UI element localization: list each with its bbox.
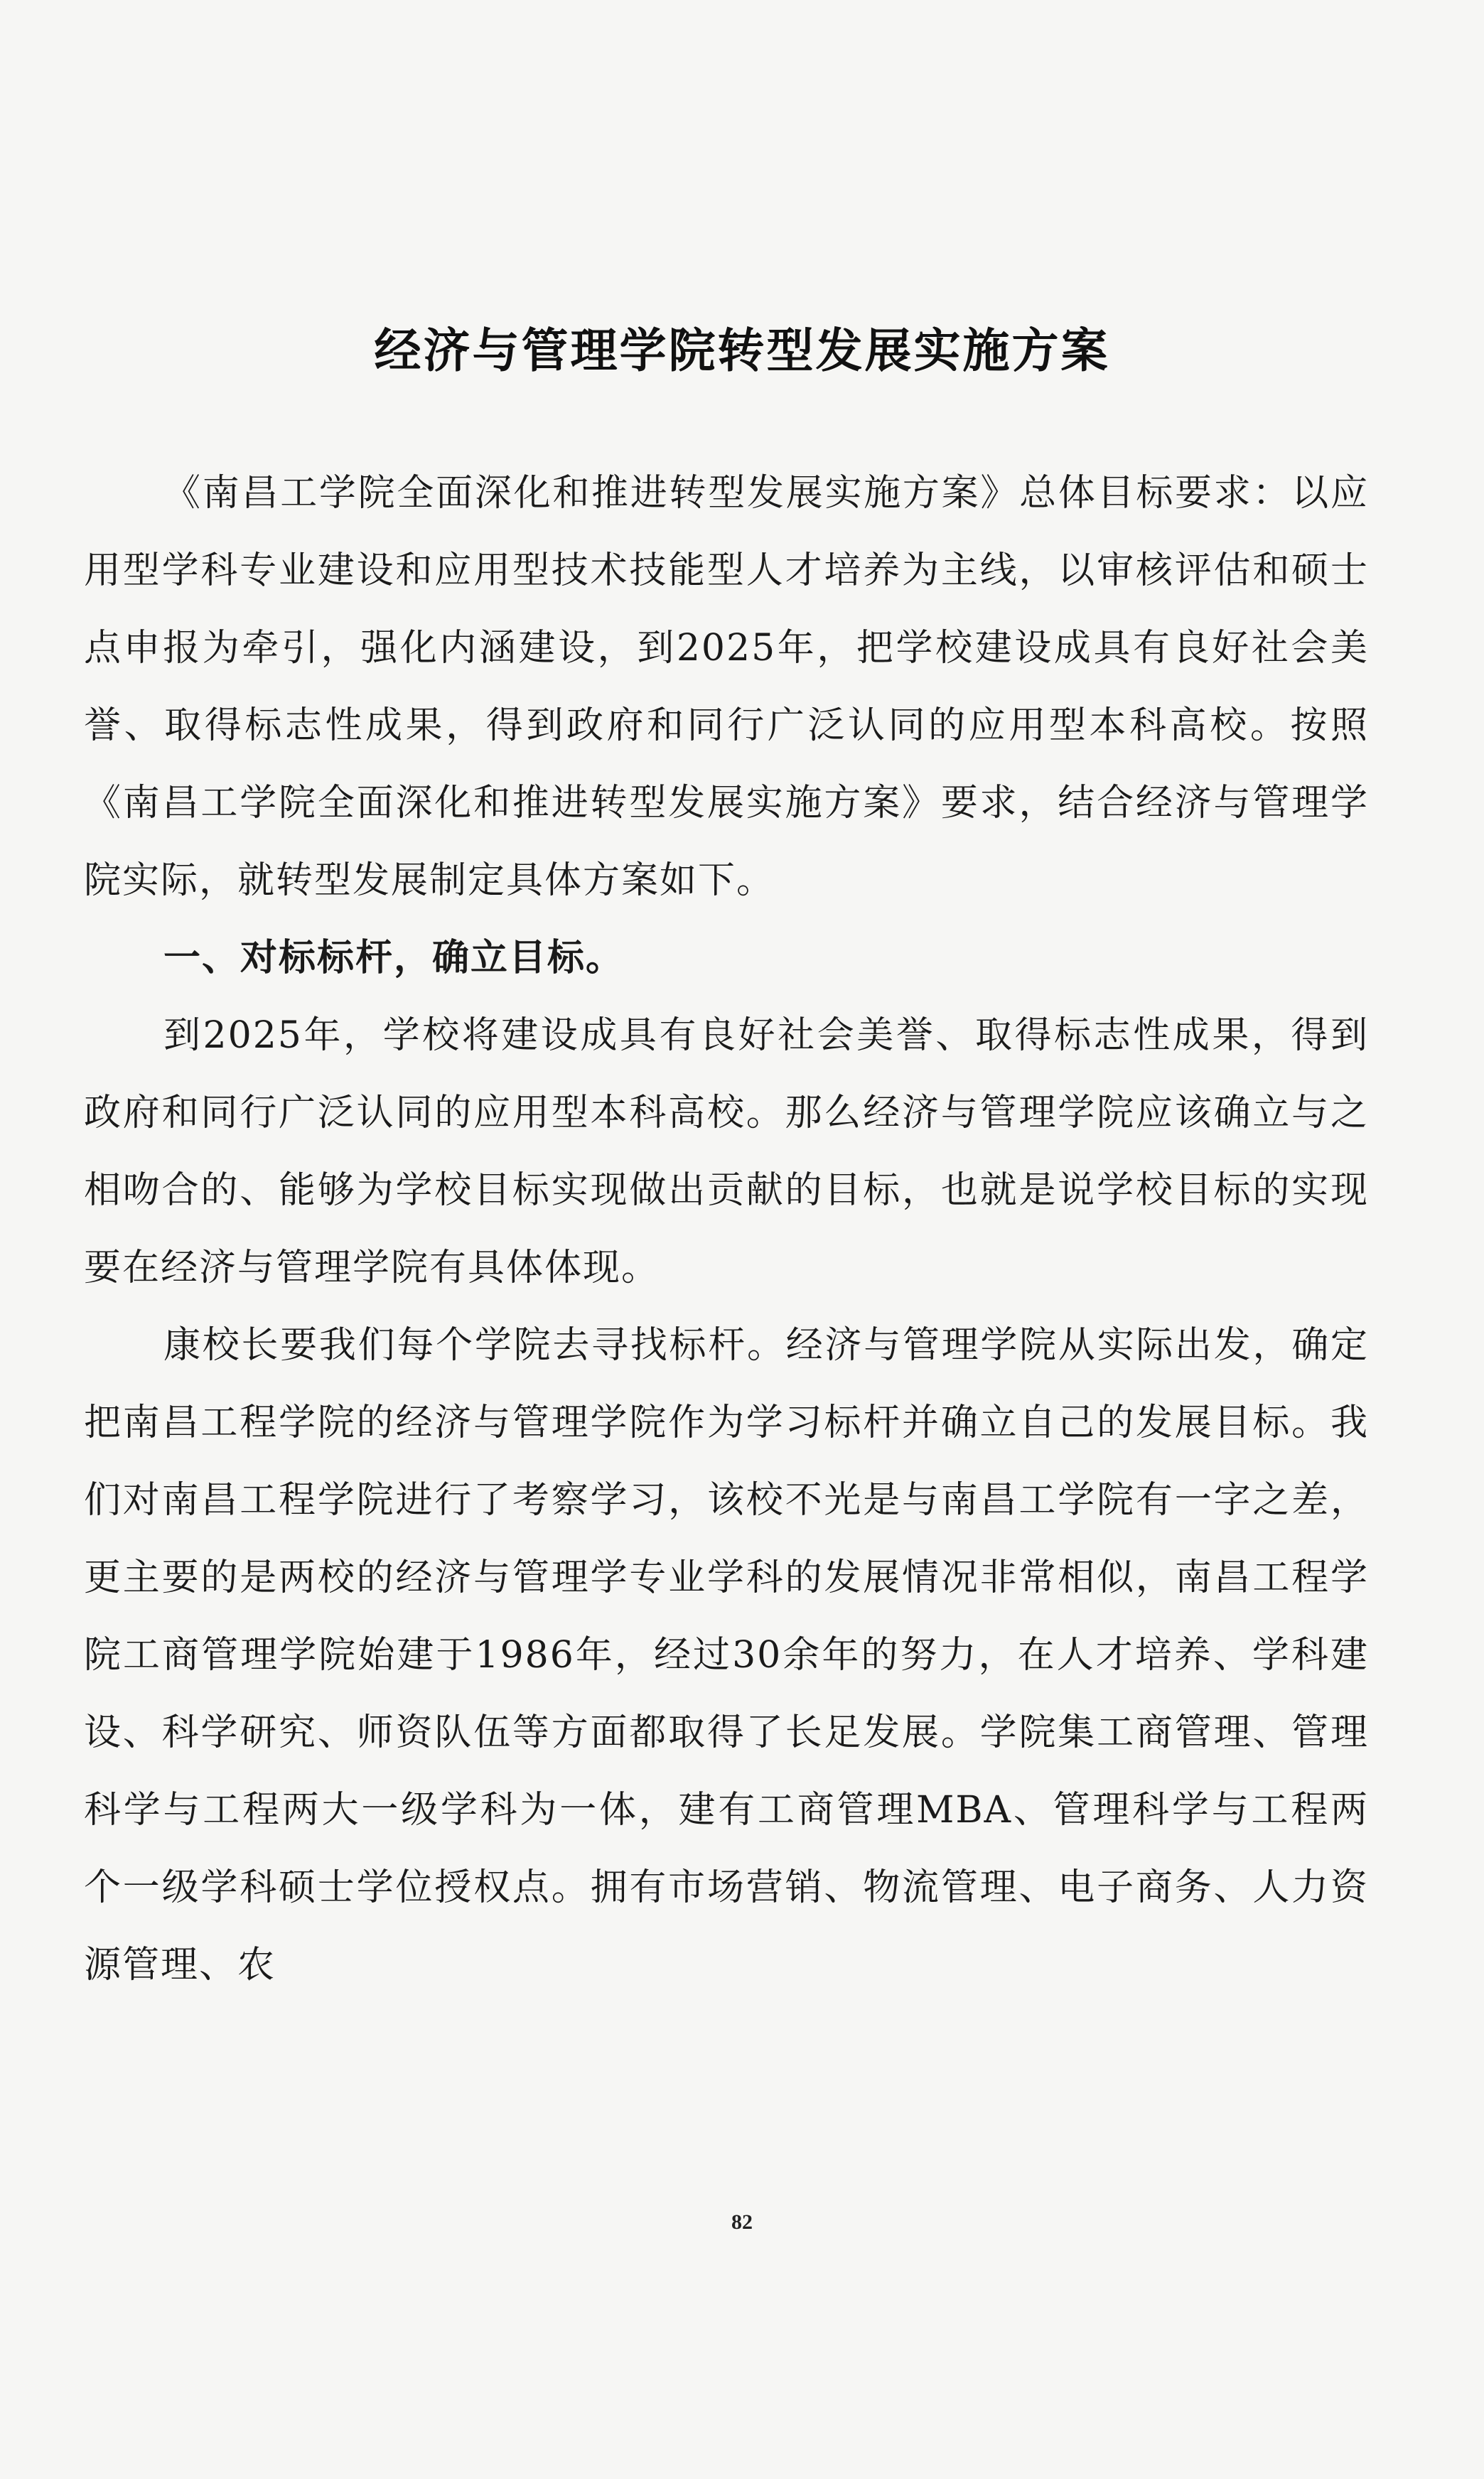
section-1-paragraph-1: 到2025年，学校将建设成具有良好社会美誉、取得标志性成果，得到政府和同行广泛认同的应用型本科高校。那么经济与管理学院应该确立与之相吻合的、能够为学校目标实现做出贡献的目标，也就是说学校目标的实现要在经济与管理学院有具体体现。 [84,1014,1369,1289]
intro-paragraph: 《南昌工学院全面深化和推进转型发展实施方案》总体目标要求：以应用型学科专业建设和应用型技术技能型人才培养为主线，以审核评估和硕士点申报为牵引，强化内涵建设，到2025年，把学校建设成具有良好社会美誉、取得标志性成果，得到政府和同行广泛认同的应用型本科高校。按照《南昌工学院全面深化和推进转型发展实施方案》要求，结合经济与管理学院实际，就转型发展制定具体方案如下。 [84,472,1369,902]
document-body [84,455,1369,2004]
page-number: 82 [731,2210,753,2234]
section-heading-1: 一、对标标杆，确立目标。 [163,937,625,979]
document-title: 经济与管理学院转型发展实施方案 [374,323,1110,378]
section-1-paragraph-2: 康校长要我们每个学院去寻找标杆。经济与管理学院从实际出发，确定把南昌工程学院的经济与管理学院作为学习标杆并确立自己的发展目标。我们对南昌工程学院进行了考察学习，该校不光是与南昌工学院有一字之差，更主要的是两校的经济与管理学专业学科的发展情况非常相似，南昌工程学院工商管理学院始建于1986年，经过30余年的努力，在人才培养、学科建设、科学研究、师资队伍等方面都取得了长足发展。学院集工商管理、管理科学与工程两大一级学科为一体，建有工商管理MBA、管理科学与工程两个一级学科硕士学位授权点。拥有市场营销、物流管理、电子商务、人力资源管理、农 [84,1324,1369,1986]
